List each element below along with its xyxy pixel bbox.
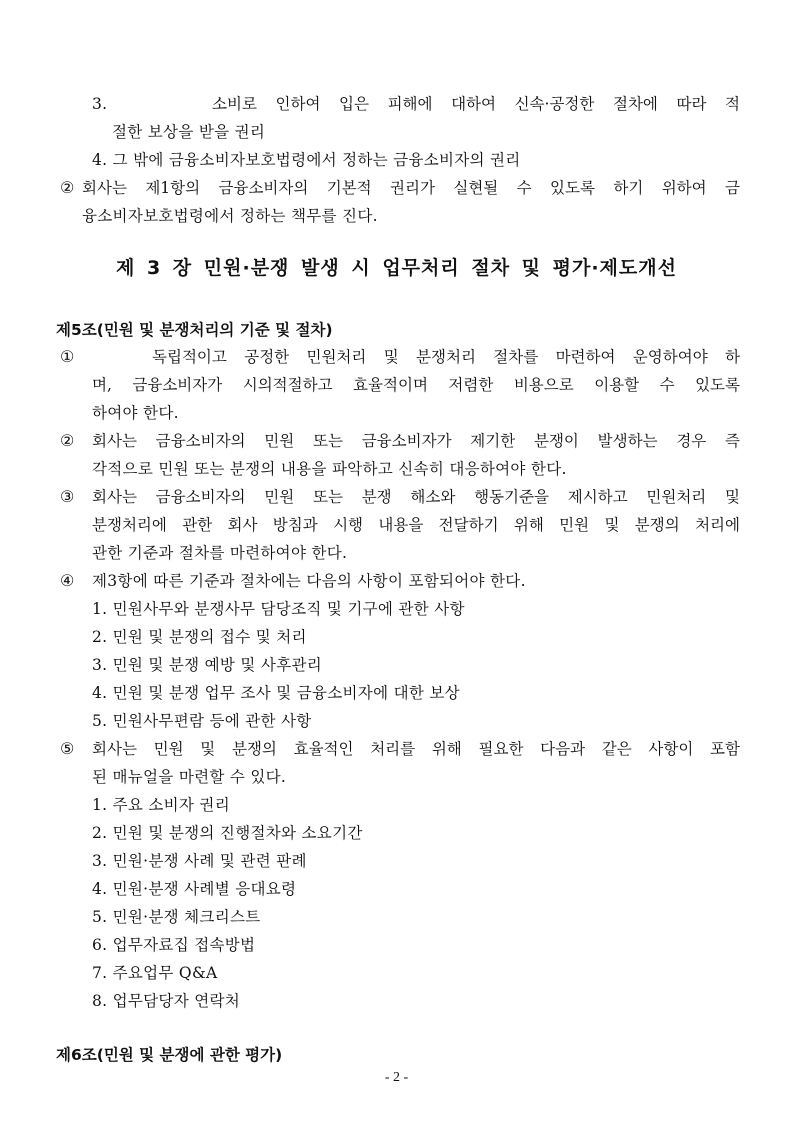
- para2-line-2: 융소비자보호법령에서 정하는 책무를 진다.: [82, 207, 378, 225]
- a5-p4-marker: ④: [60, 571, 75, 590]
- a5-p1-line-1-text: 독립적이고 공정한 민원처리 및 분쟁처리 절차를 마련하여 운영하여야 하: [152, 348, 740, 366]
- page-number: - 2 -: [384, 1070, 409, 1085]
- a5-p1-line-1: [152, 347, 740, 367]
- a5-p2-line-1: [92, 431, 740, 451]
- item-3-line-2: 절한 보상을 받을 권리: [112, 123, 266, 141]
- a5-p1-line-3: 하여야 한다.: [92, 404, 179, 422]
- a5-p5-item: 3. 민원·분쟁 사례 및 관련 판례: [92, 852, 307, 870]
- para2-marker: ②: [60, 178, 75, 197]
- a5-p4-item: 4. 민원 및 분쟁 업무 조사 및 금융소비자에 대한 보상: [92, 684, 460, 702]
- a5-p4-item: 1. 민원사무와 분쟁사무 담당조직 및 기구에 관한 사항: [92, 600, 465, 618]
- a5-p3-line-2: [92, 515, 740, 535]
- article-5-title: 제5조(민원 및 분쟁처리의 기준 및 절차): [56, 321, 333, 339]
- a5-p5-item: 8. 업무담당자 연락처: [92, 992, 241, 1010]
- a5-p1-line-2-text: 며, 금융소비자가 시의적절하고 효율적이며 저렴한 비용으로 이용할 수 있도록: [92, 376, 740, 394]
- a5-p5-item: 2. 민원 및 분쟁의 진행절차와 소요기간: [92, 824, 363, 842]
- a5-p1-line-2: [92, 375, 740, 395]
- a5-p2-marker: ②: [60, 431, 75, 450]
- a5-p4-line-1: 제3항에 따른 기준과 절차에는 다음의 사항이 포함되어야 한다.: [92, 572, 526, 590]
- a5-p5-item: 6. 업무자료집 접속방법: [92, 936, 256, 954]
- para2-line-1: [82, 178, 740, 198]
- a5-p5-item: 1. 주요 소비자 권리: [92, 796, 230, 814]
- a5-p4-item: 2. 민원 및 분쟁의 접수 및 처리: [92, 628, 307, 646]
- chapter-title: 제 3 장 민원·분쟁 발생 시 업무처리 절차 및 평가·제도개선: [116, 257, 677, 279]
- a5-p3-line-3: 관한 기준과 절차를 마련하여야 한다.: [92, 544, 348, 562]
- a5-p5-line-1-text: 회사는 민원 및 분쟁의 효율적인 처리를 위해 필요한 다음과 같은 사항이 포함: [92, 740, 740, 758]
- item-3-line-1-text: 소비로 인하여 입은 피해에 대하여 신속·공정한 절차에 따라 적: [212, 95, 740, 113]
- item-3-line-1: [212, 94, 740, 114]
- a5-p2-line-1-text: 회사는 금융소비자의 민원 또는 금융소비자가 제기한 분쟁이 발생하는 경우 즉: [92, 432, 740, 450]
- article-6-title: 제6조(민원 및 분쟁에 관한 평가): [56, 1046, 283, 1064]
- a5-p3-line-1-text: 회사는 금융소비자의 민원 또는 분쟁 해소와 행동기준을 제시하고 민원처리 및: [92, 488, 740, 506]
- item-4-line: 4. 그 밖에 금융소비자보호법령에서 정하는 금융소비자의 권리: [92, 151, 521, 169]
- a5-p2-line-2: 각적으로 민원 또는 분쟁의 내용을 파악하고 신속히 대응하여야 한다.: [92, 460, 567, 478]
- a5-p3-line-2-text: 분쟁처리에 관한 회사 방침과 시행 내용을 전달하기 위해 민원 및 분쟁의 처리에: [92, 516, 740, 534]
- a5-p3-line-1: [92, 487, 740, 507]
- a5-p4-item: 5. 민원사무편람 등에 관한 사항: [92, 712, 312, 730]
- a5-p1-marker: ①: [60, 347, 75, 366]
- a5-p5-line-2: 된 매뉴얼을 마련할 수 있다.: [92, 768, 287, 786]
- a5-p5-item: 4. 민원·분쟁 사례별 응대요령: [92, 880, 297, 898]
- a5-p5-item: 7. 주요업무 Q&A: [92, 964, 218, 982]
- a5-p5-item: 5. 민원·분쟁 체크리스트: [92, 908, 261, 926]
- para2-line-1-text: 회사는 제1항의 금융소비자의 기본적 권리가 실현될 수 있도록 하기 위하여 금: [82, 179, 740, 197]
- a5-p5-marker: ⑤: [60, 739, 75, 758]
- a5-p4-item: 3. 민원 및 분쟁 예방 및 사후관리: [92, 656, 323, 674]
- a5-p3-marker: ③: [60, 487, 75, 506]
- a5-p5-line-1: [92, 739, 740, 759]
- item-3-number: 3.: [92, 95, 108, 113]
